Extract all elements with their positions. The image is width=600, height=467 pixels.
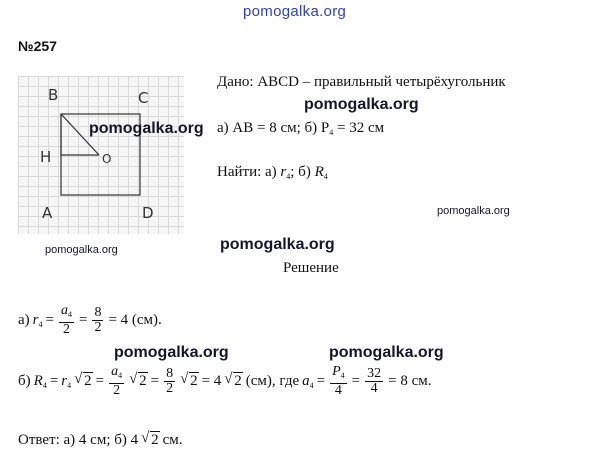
step-a-r-sub: 4 [38,320,43,329]
answer-units: см. [162,432,183,448]
step-b-sqrt-1-val: 2 [84,373,92,389]
step-a-frac1 [59,304,74,337]
step-b-frac1 [109,365,124,398]
step-b-sqrt-3 [180,373,199,390]
square-figure [18,76,184,234]
answer-line [18,432,183,449]
problem-number: №257 [18,38,57,54]
label-a: A [42,204,53,222]
step-b-r: r [61,373,68,389]
step-b-units: (см), где [245,373,300,389]
step-b-frac2 [164,367,175,396]
step-b-eq2: = [95,373,105,389]
given-line-2 [217,120,384,137]
step-b-frac3-num-sub: 4 [340,371,345,380]
answer-sqrt-val: 2 [151,432,159,448]
step-a-prefix: а) [18,312,30,328]
watermark-6[interactable]: pomogalka.org [114,344,229,361]
step-b-eq1: = [49,373,59,389]
step-b-frac1-num: a [111,364,119,379]
step-a-frac2 [92,306,103,335]
label-o: O [102,152,112,166]
watermark-5[interactable]: pomogalka.org [220,236,335,253]
step-b-eq4: = 4 [201,373,222,389]
step-b-r-sub: 4 [67,381,72,390]
step-b-eq5: = [316,373,326,389]
step-b-frac4-num: 32 [367,366,382,381]
label-d: D [142,204,154,222]
answer-sqrt [141,432,160,449]
step-b-eq6: = [351,373,361,389]
step-b-sqrt-2 [129,373,148,390]
step-b-big-r-sub: 4 [42,381,47,390]
step-b-sqrt-2-val: 2 [139,373,147,389]
given-line-1: Дано: ABCD – правильный четырёхугольник [217,74,506,90]
step-b-frac3 [330,365,347,398]
step-b-a-sub: 4 [309,381,314,390]
step-b-sqrt-3-val: 2 [190,373,198,389]
step-a-frac2-num: 8 [94,305,102,320]
step-b-frac2-den: 2 [166,381,174,396]
solution-title: Решение [283,260,339,276]
step-a [18,304,162,337]
step-b-result: = 8 см. [388,373,432,389]
step-b-sqrt-1 [74,373,93,390]
find-r: r [280,164,287,180]
step-b-a: a [302,373,310,389]
step-b-frac2-num: 8 [166,366,174,381]
step-b-frac4 [365,367,383,396]
step-b-frac4-den: 4 [370,381,378,396]
step-b [18,365,431,398]
given-b: б) P [304,120,330,136]
top-watermark[interactable]: pomogalka.org [243,3,347,20]
label-h: H [40,148,52,166]
step-b-sqrt-4-val: 2 [234,373,242,389]
find-prefix: Найти: а) [217,164,277,180]
step-b-frac3-num: P [332,364,341,379]
step-b-big-r: R [33,373,43,389]
step-b-prefix: б) [18,373,31,389]
watermark-7[interactable]: pomogalka.org [329,344,444,361]
find-r-sub: 4 [286,172,291,181]
step-b-sqrt-4 [224,373,243,390]
find-sep: ; б) [290,164,311,180]
given-a: а) AB = 8 см; [217,120,301,136]
given-b-value: = 32 см [337,120,385,136]
find-big-r-sub: 4 [323,172,328,181]
label-c: C [138,89,149,107]
step-a-frac1-den: 2 [62,322,70,337]
step-b-eq3: = [150,373,160,389]
find-line [217,164,328,181]
watermark-2[interactable]: pomogalka.org [45,244,118,256]
answer-text: Ответ: а) 4 см; б) 4 [18,432,139,448]
step-a-result: = 4 (см). [108,312,162,328]
step-a-frac1-num-sub: 4 [67,310,72,319]
step-a-r: r [32,312,39,328]
step-a-frac2-den: 2 [94,320,102,335]
step-a-eq1: = [45,312,54,328]
label-b: B [48,86,59,104]
watermark-4[interactable]: pomogalka.org [437,205,510,217]
step-b-frac1-den: 2 [113,383,121,398]
step-b-frac3-den: 4 [334,383,342,398]
step-a-frac1-num: a [60,303,68,318]
watermark-3[interactable]: pomogalka.org [304,96,419,113]
given-b-sub: 4 [329,128,334,137]
find-big-r: R [314,164,324,180]
step-b-frac1-num-sub: 4 [118,371,123,380]
step-a-eq2: = [78,312,88,328]
watermark-1[interactable]: pomogalka.org [89,120,204,137]
